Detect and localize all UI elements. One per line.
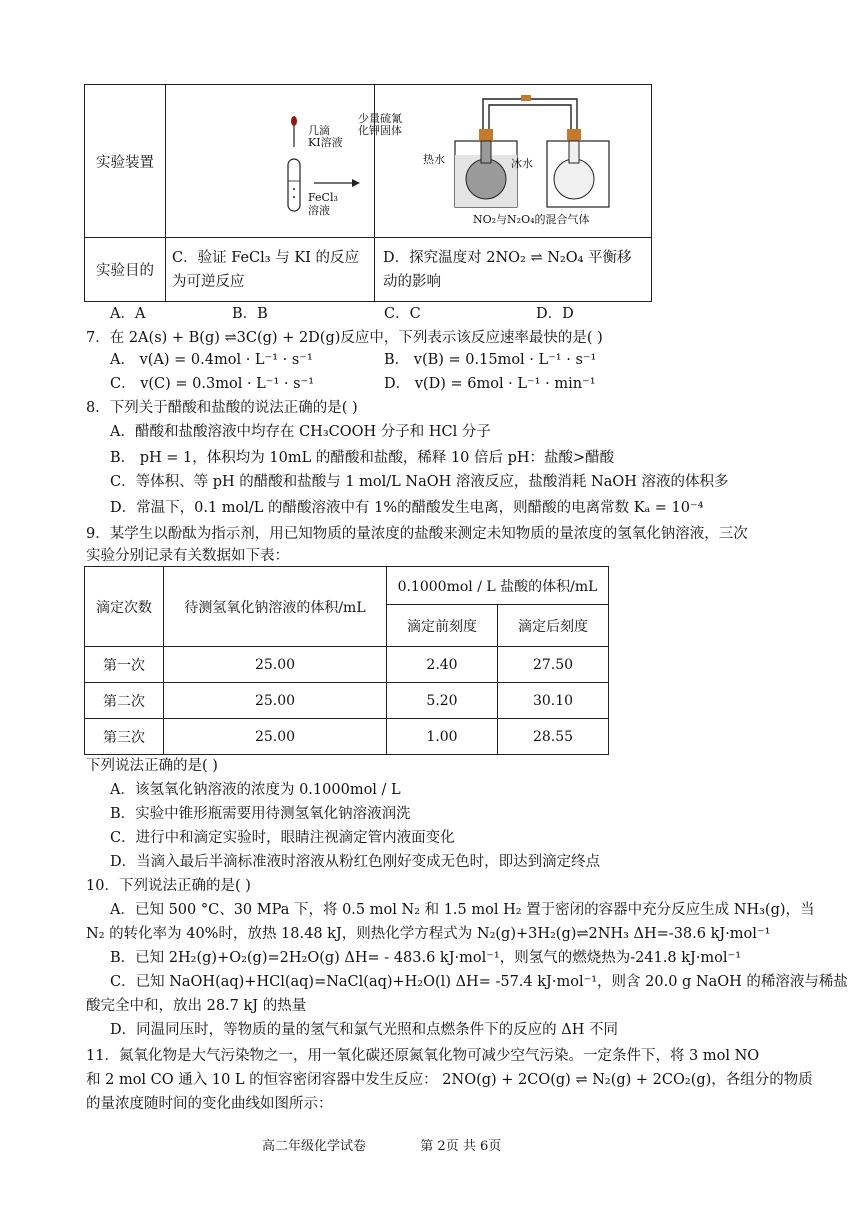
q9-option-b: B．实验中锥形瓶需要用待测氢氧化钠溶液润洗 <box>110 806 411 822</box>
q10-stem: 10．下列说法正确的是( ) <box>86 878 251 894</box>
q6-option-a: A．A <box>110 306 146 322</box>
q10-option-c-line2: 酸完全中和，放出 28.7 kJ 的热量 <box>86 998 307 1014</box>
q11-line2: 和 2 mol CO 通入 10 L 的恒容密闭容器中发生反应： 2NO(g) + 2CO(g) ⇌ N₂(g) + 2CO₂(g)，各组分的物质 <box>86 1072 813 1088</box>
apparatus-c-figure <box>166 85 374 237</box>
header-hcl: 0.1000mol / L 盐酸的体积/mL <box>387 567 609 605</box>
drops-label: 几滴 KI溶液 <box>308 124 343 149</box>
footer-title: 高二年级化学试卷 <box>262 1139 367 1154</box>
ice-water-label: 冰水 <box>511 157 533 170</box>
page-footer <box>262 1135 501 1154</box>
apparatus-d-cell <box>375 85 652 238</box>
q10-option-a-line2: N₂ 的转化率为 40%时，放热 18.48 kJ，则热化学方程式为 N₂(g)+3H₂(g)⇌2NH₃ ΔH=-38.6 kJ·mol⁻¹ <box>86 926 771 942</box>
q7-option-c: C． v(C) = 0.3mol · L⁻¹ · s⁻¹ <box>110 376 315 392</box>
q11-line3: 的量浓度随时间的变化曲线如图所示： <box>86 1096 333 1112</box>
q9-stem-2: 实验分别记录有关数据如下表： <box>86 548 289 564</box>
header-after: 滴定后刻度 <box>498 605 609 647</box>
table-row: 第三次 25.00 1.00 28.55 <box>85 719 609 755</box>
row-label-apparatus: 实验装置 <box>85 85 166 238</box>
q9-stem-1: 9．某学生以酚酞为指示剂，用已知物质的量浓度的盐酸来测定未知物质的量浓度的氢氧化钠溶液，三次 <box>86 526 748 542</box>
table-row: 第一次 25.00 2.40 27.50 <box>85 647 609 683</box>
header-count: 滴定次数 <box>85 567 164 647</box>
q8-stem: 8．下列关于醋酸和盐酸的说法正确的是( ) <box>86 400 358 416</box>
header-before: 滴定前刻度 <box>387 605 498 647</box>
q7-option-a: A． v(A) = 0.4mol · L⁻¹ · s⁻¹ <box>110 352 313 368</box>
table-row: 第二次 25.00 5.20 30.10 <box>85 683 609 719</box>
experiment-table <box>84 84 652 302</box>
fecl3-label: FeCl₃ 溶液 <box>308 191 338 217</box>
q11-line1: 11．氮氧化物是大气污染物之一，用一氧化碳还原氮氧化物可减少空气污染。一定条件下，将 3 mol NO <box>86 1048 760 1064</box>
footer-page-number: 第 2页 共 6页 <box>420 1139 502 1154</box>
gas-label: NO₂与N₂O₄的混合气体 <box>473 213 590 226</box>
q10-option-c-line1: C．已知 NaOH(aq)+HCl(aq)=NaCl(aq)+H₂O(l) ΔH= -57.4 kJ·mol⁻¹，则含 20.0 g NaOH 的稀溶液与稀盐 <box>110 974 848 990</box>
header-naoh: 待测氢氧化钠溶液的体积/mL <box>164 567 387 647</box>
hot-water-label: 热水 <box>423 153 445 166</box>
q6-option-d: D．D <box>536 306 574 322</box>
q9-ask: 下列说法正确的是( ) <box>86 758 218 774</box>
row-label-purpose: 实验目的 <box>85 238 166 302</box>
q10-option-b: B．已知 2H₂(g)+O₂(g)=2H₂O(g) ΔH= - 483.6 kJ·mol⁻¹，则氢气的燃烧热为-241.8 kJ·mol⁻¹ <box>110 950 742 966</box>
salt-label: 少量硫氰 化钾固体 <box>358 112 402 137</box>
q10-option-d: D．同温同压时，等物质的量的氢气和氯气光照和点燃条件下的反应的 ΔH 不同 <box>110 1022 618 1038</box>
q7-stem: 7．在 2A(s) + B(g) ⇌3C(g) + 2D(g)反应中，下列表示该反应速率最快的是( ) <box>86 330 603 346</box>
q8-option-d: D．常温下，0.1 mol/L 的醋酸溶液中有 1%的醋酸发生电离，则醋酸的电离常数 Kₐ = 10⁻⁴ <box>110 500 704 516</box>
q10-option-a-line1: A．已知 500 °C、30 MPa 下，将 0.5 mol N₂ 和 1.5 mol H₂ 置于密闭的容器中充分反应生成 NH₃(g)，当 <box>110 902 815 918</box>
q6-option-c: C．C <box>384 306 421 322</box>
q8-option-c: C．等体积、等 pH 的醋酸和盐酸与 1 mol/L NaOH 溶液反应，盐酸消耗 NaOH 溶液的体积多 <box>110 474 729 490</box>
apparatus-c-cell <box>166 85 402 238</box>
q8-option-a: A．醋酸和盐酸溶液中均存在 CH₃COOH 分子和 HCl 分子 <box>110 424 491 440</box>
q9-option-a: A．该氢氧化钠溶液的浓度为 0.1000mol / L <box>110 782 401 798</box>
q8-option-b: B． pH = 1，体积均为 10mL 的醋酸和盐酸，稀释 10 倍后 pH：盐酸>醋酸 <box>110 450 615 466</box>
purpose-c: C．验证 FeCl₃ 与 KI 的反应 为可逆反应 <box>166 238 375 302</box>
q7-option-d: D． v(D) = 6mol · L⁻¹ · min⁻¹ <box>384 376 596 392</box>
q7-option-b: B． v(B) = 0.15mol · L⁻¹ · s⁻¹ <box>384 352 597 368</box>
purpose-d: D．探究温度对 2NO₂ ⇌ N₂O₄ 平衡移 动的影响 <box>375 238 652 302</box>
titration-table <box>84 566 609 755</box>
q9-option-c: C．进行中和滴定实验时，眼睛注视滴定管内液面变化 <box>110 830 455 846</box>
q9-option-d: D．当滴入最后半滴标准液时溶液从粉红色刚好变成无色时，即达到滴定终点 <box>110 854 601 870</box>
q6-option-b: B．B <box>232 306 268 322</box>
